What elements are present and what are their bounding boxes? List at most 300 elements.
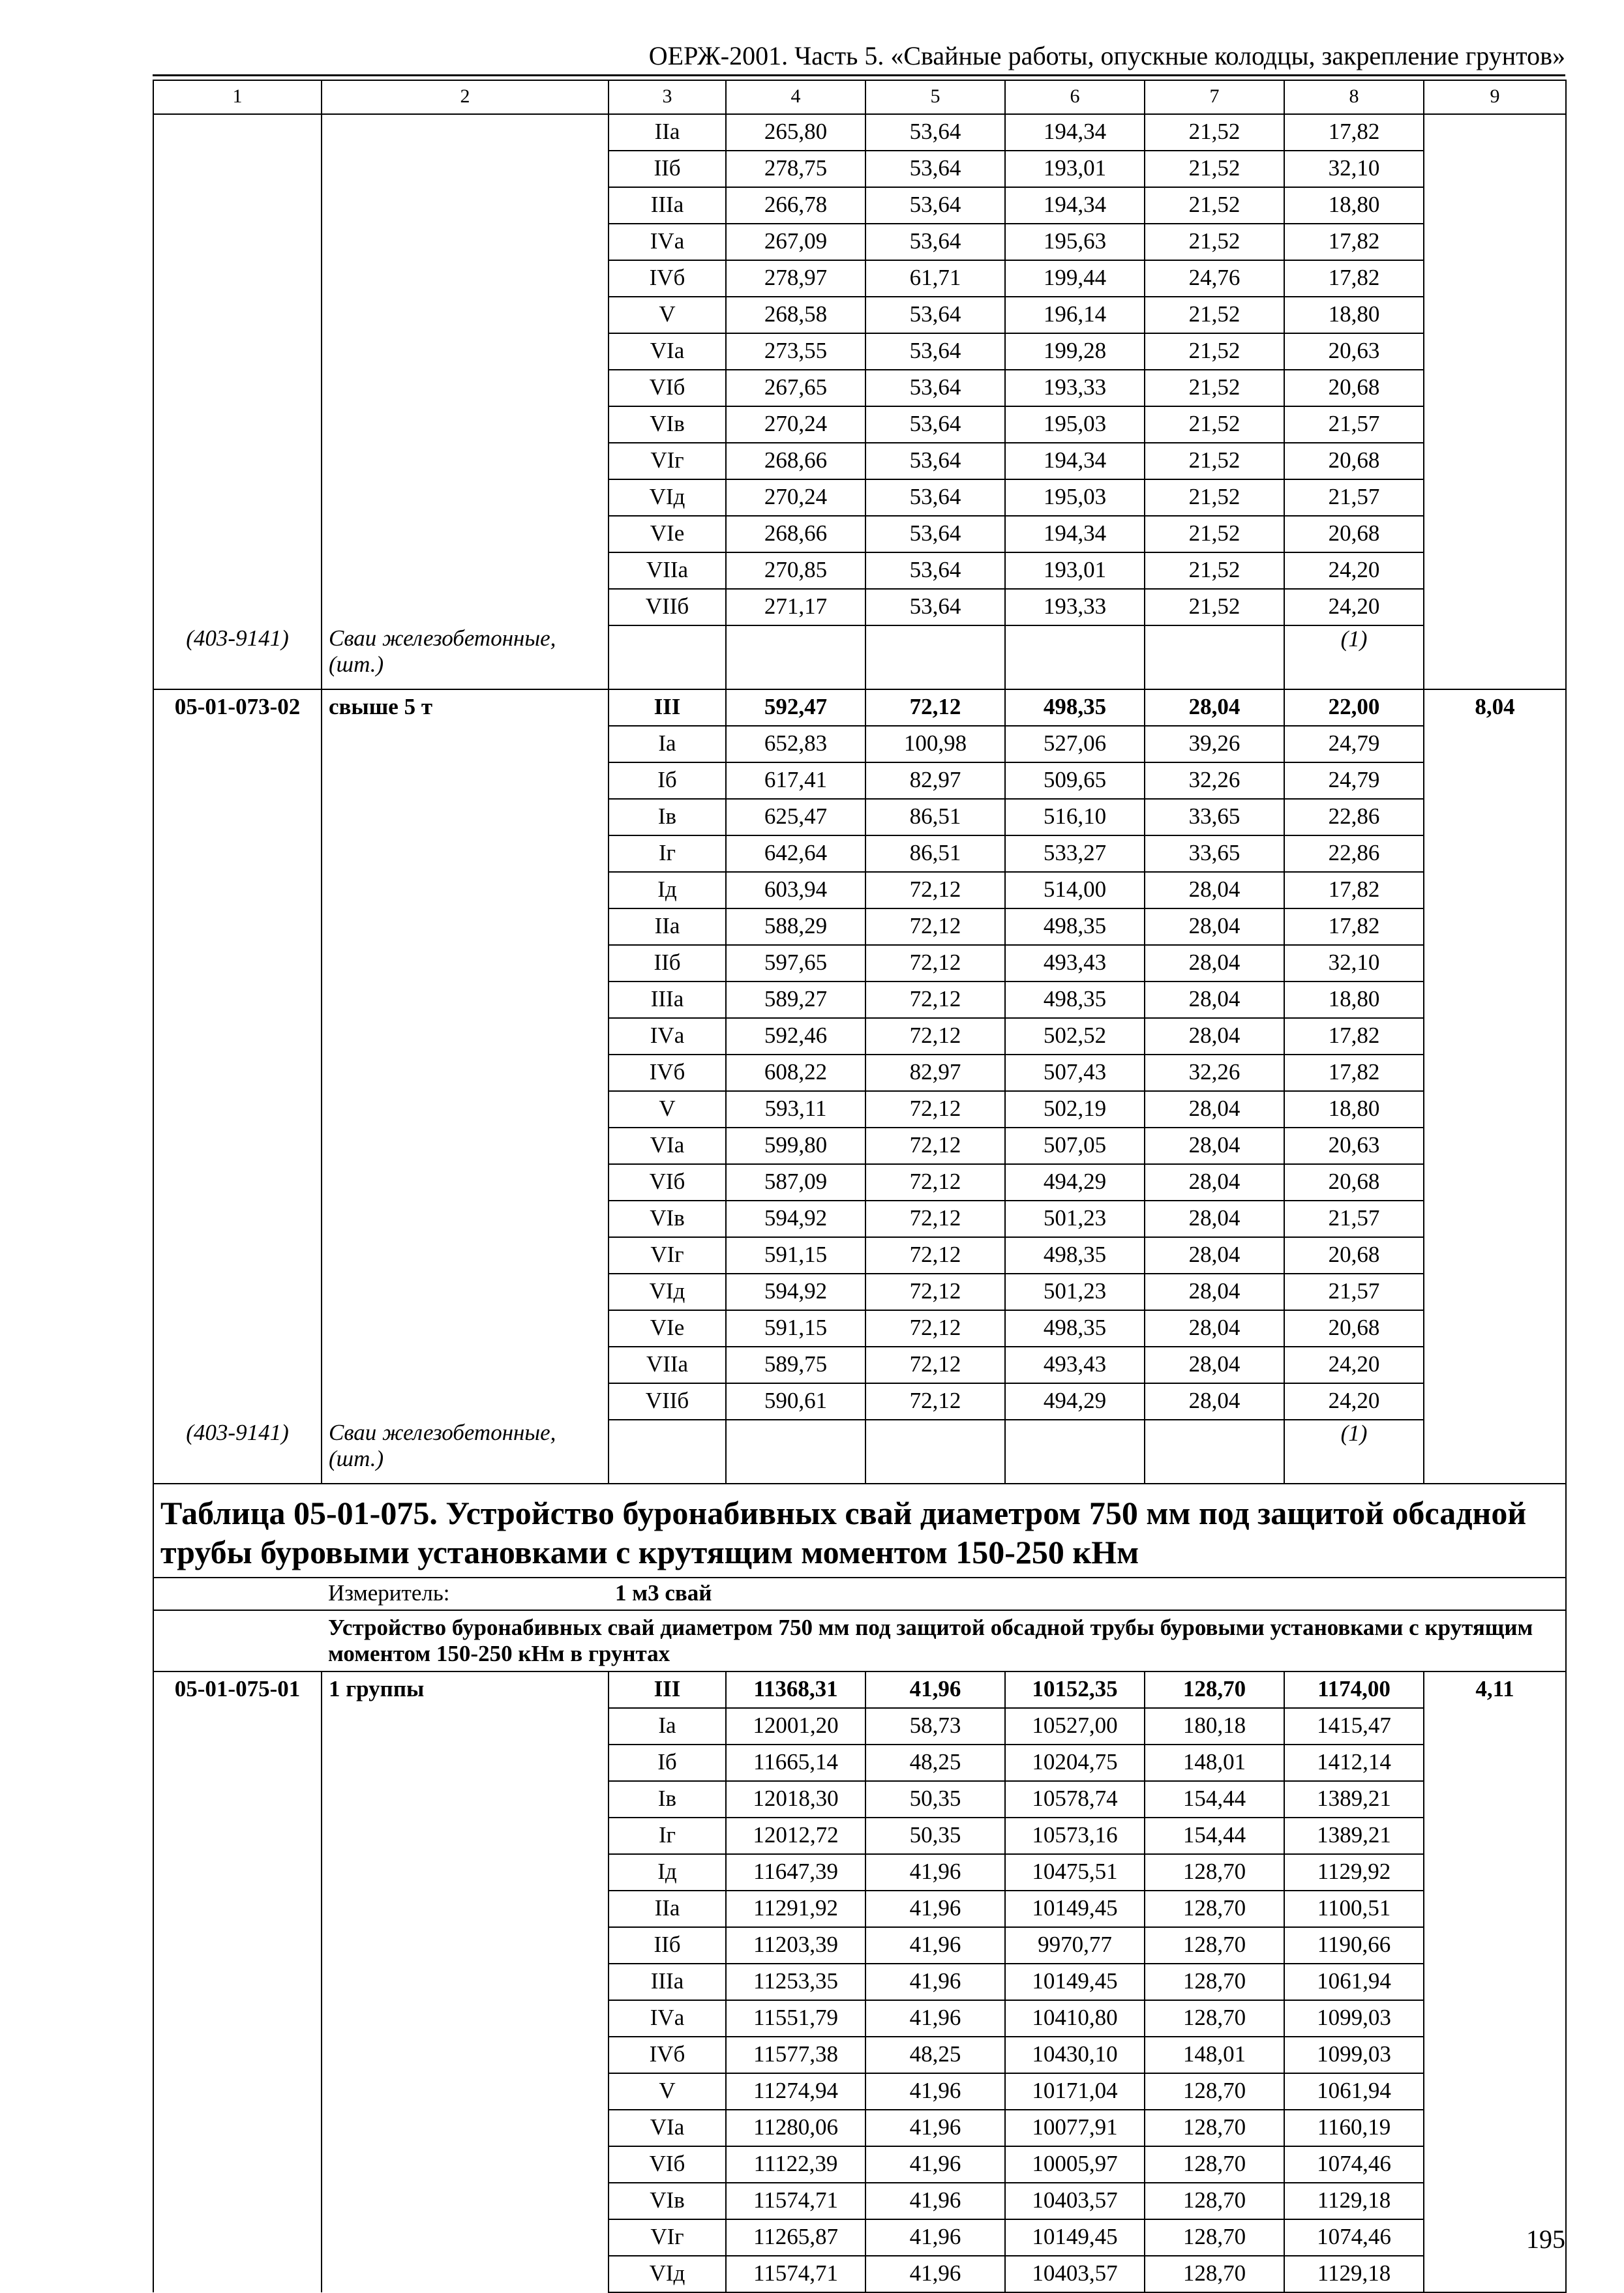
value-cell: 82,97: [865, 762, 1005, 799]
rate-code-cell: [153, 1201, 322, 1237]
value-cell: 128,70: [1145, 1964, 1284, 2000]
rate-code-cell: [153, 1818, 322, 1854]
value-cell: 50,35: [865, 1781, 1005, 1818]
value-cell: 21,52: [1145, 443, 1284, 479]
rate-code-cell: [153, 297, 322, 333]
value-cell: 48,25: [865, 1745, 1005, 1781]
rate-name: 1 группы: [322, 1671, 609, 1708]
region-code: IVа: [609, 224, 726, 260]
region-code: Iг: [609, 1818, 726, 1854]
rate-code: 05-01-075-01: [153, 1671, 322, 1708]
value-cell: 1129,18: [1284, 2256, 1424, 2292]
rate-code-cell: [153, 516, 322, 552]
table-row: [153, 589, 1566, 625]
region-code: V: [609, 1091, 726, 1128]
value-cell: 1415,47: [1284, 1708, 1424, 1745]
value-cell: 10077,91: [1005, 2110, 1145, 2146]
value-cell: 28,04: [1145, 1128, 1284, 1164]
rate-name-cell: [322, 762, 609, 799]
value-cell: 1099,03: [1284, 2037, 1424, 2073]
rate-code-cell: [153, 589, 322, 625]
value-cell: 494,29: [1005, 1164, 1145, 1201]
page-header: [153, 40, 1565, 73]
value-cell: 10005,97: [1005, 2146, 1145, 2183]
value-cell: 12001,20: [726, 1708, 865, 1745]
value-cell: 20,68: [1284, 1237, 1424, 1274]
region-code: IIа: [609, 114, 726, 151]
rate-code-cell: [153, 1274, 322, 1310]
rate-name-cell: [322, 1891, 609, 1927]
table-row: [153, 1310, 1566, 1347]
rate-name: свыше 5 т: [322, 689, 609, 726]
value-cell: 516,10: [1005, 799, 1145, 835]
table-row: [153, 2110, 1566, 2146]
value-cell: 21,57: [1284, 1201, 1424, 1237]
table-row: [153, 1274, 1566, 1310]
empty-cell: [1145, 625, 1284, 689]
value-cell: 642,64: [726, 835, 865, 872]
value-cell: 20,68: [1284, 1164, 1424, 1201]
rate-name-cell: [322, 2110, 609, 2146]
value-cell: 1129,92: [1284, 1854, 1424, 1891]
value-cell: 17,82: [1284, 908, 1424, 945]
region-code: IIIа: [609, 1964, 726, 2000]
empty-cell: [726, 625, 865, 689]
rates-table: [153, 80, 1567, 2293]
table-row: [153, 1818, 1566, 1854]
value-cell: 20,68: [1284, 1310, 1424, 1347]
rate-name-cell: [322, 2256, 609, 2292]
value-cell: 53,64: [865, 406, 1005, 443]
region-code: VIд: [609, 1274, 726, 1310]
rate-name-cell: [322, 297, 609, 333]
table-row: [153, 2000, 1566, 2037]
value-cell: 603,94: [726, 872, 865, 908]
table-row: [153, 835, 1566, 872]
value-cell: 498,35: [1005, 982, 1145, 1018]
value-cell: 53,64: [865, 589, 1005, 625]
value-cell: 21,52: [1145, 114, 1284, 151]
table-row: [153, 1745, 1566, 1781]
value-cell: 28,04: [1145, 689, 1284, 726]
value-cell: 24,79: [1284, 762, 1424, 799]
value-cell: 41,96: [865, 2000, 1005, 2037]
rate-code-cell: [153, 2183, 322, 2219]
value-cell: 1389,21: [1284, 1781, 1424, 1818]
value-cell: 72,12: [865, 1128, 1005, 1164]
table-row: [153, 224, 1566, 260]
value-cell: 21,52: [1145, 589, 1284, 625]
rate-code-cell: [153, 1018, 322, 1055]
rate-code-cell: [153, 260, 322, 297]
table-row: [153, 799, 1566, 835]
measure-value: 1 м3 свай: [609, 1578, 1566, 1610]
value-cell: 41,96: [865, 1891, 1005, 1927]
rate-code-cell: [153, 1383, 322, 1420]
region-code: IIIа: [609, 187, 726, 224]
rate-code-cell: [153, 2000, 322, 2037]
value-cell: 195,63: [1005, 224, 1145, 260]
value-cell: 28,04: [1145, 1201, 1284, 1237]
rate-code-cell: [153, 762, 322, 799]
rate-name-cell: [322, 2219, 609, 2256]
table-row: [153, 443, 1566, 479]
value-cell: 10403,57: [1005, 2183, 1145, 2219]
value-cell: 53,64: [865, 333, 1005, 370]
value-cell: 41,96: [865, 2110, 1005, 2146]
region-code: Iб: [609, 1745, 726, 1781]
empty-cell: [1145, 1420, 1284, 1484]
value-cell: 148,01: [1145, 1745, 1284, 1781]
value-cell: 41,96: [865, 2146, 1005, 2183]
value-cell: 72,12: [865, 1091, 1005, 1128]
table-row: [153, 370, 1566, 406]
value-cell: 100,98: [865, 726, 1005, 762]
table-row: [153, 872, 1566, 908]
table-row: [153, 1854, 1566, 1891]
rate-code-cell: [153, 370, 322, 406]
value-cell: 592,47: [726, 689, 865, 726]
value-cell: 270,24: [726, 479, 865, 516]
value-cell: 502,52: [1005, 1018, 1145, 1055]
empty-cell: [1005, 625, 1145, 689]
rate-code-cell: [153, 114, 322, 151]
value-cell: 21,57: [1284, 406, 1424, 443]
table-row: [153, 1018, 1566, 1055]
measure-row: [153, 1578, 1566, 1610]
table-row: [153, 2073, 1566, 2110]
region-code: Iа: [609, 726, 726, 762]
value-cell: 21,52: [1145, 406, 1284, 443]
value-cell: 21,52: [1145, 333, 1284, 370]
region-code: Iв: [609, 799, 726, 835]
region-code: Iа: [609, 1708, 726, 1745]
value-cell: 28,04: [1145, 1018, 1284, 1055]
rate-code-cell: [153, 908, 322, 945]
table-row: [153, 516, 1566, 552]
value-cell: 17,82: [1284, 872, 1424, 908]
region-code: IVа: [609, 1018, 726, 1055]
column-number: 1: [153, 80, 322, 114]
value-cell: 21,52: [1145, 479, 1284, 516]
value-cell: 18,80: [1284, 187, 1424, 224]
header-rule: [153, 74, 1565, 76]
value-cell: 1061,94: [1284, 1964, 1424, 2000]
value-cell: 32,26: [1145, 762, 1284, 799]
value-cell: 494,29: [1005, 1383, 1145, 1420]
value-cell: 194,34: [1005, 516, 1145, 552]
value-cell: 11291,92: [726, 1891, 865, 1927]
rate-code-cell: [153, 2146, 322, 2183]
rate-code-cell: [153, 151, 322, 187]
region-code: VIIб: [609, 1383, 726, 1420]
value-cell: 10204,75: [1005, 1745, 1145, 1781]
value-cell: 10527,00: [1005, 1708, 1145, 1745]
value-cell: 1061,94: [1284, 2073, 1424, 2110]
value-cell: 18,80: [1284, 982, 1424, 1018]
value-cell: 24,76: [1145, 260, 1284, 297]
column-number: 7: [1145, 80, 1284, 114]
empty-cell: [865, 1420, 1005, 1484]
rate-code-cell: [153, 835, 322, 872]
value-cell: 10430,10: [1005, 2037, 1145, 2073]
value-cell: 597,65: [726, 945, 865, 982]
subheading-spacer: [153, 1610, 322, 1671]
region-code: VIв: [609, 2183, 726, 2219]
value-cell: 21,57: [1284, 1274, 1424, 1310]
rate-code-cell: [153, 1128, 322, 1164]
value-cell: 41,96: [865, 1927, 1005, 1964]
resource-row: [153, 1420, 1566, 1484]
table-row: [153, 1964, 1566, 2000]
value-cell: 53,64: [865, 151, 1005, 187]
value-cell: 1412,14: [1284, 1745, 1424, 1781]
rate-code: 05-01-073-02: [153, 689, 322, 726]
rate-name-cell: [322, 1708, 609, 1745]
value-cell: 1074,46: [1284, 2219, 1424, 2256]
value-cell: 28,04: [1145, 982, 1284, 1018]
region-code: IVб: [609, 1055, 726, 1091]
value-cell: 21,52: [1145, 516, 1284, 552]
table-row: [153, 406, 1566, 443]
value-cell: 11274,94: [726, 2073, 865, 2110]
value-cell: 265,80: [726, 114, 865, 151]
value-cell: 11253,35: [726, 1964, 865, 2000]
table-row: [153, 726, 1566, 762]
rate-code-cell: [153, 799, 322, 835]
table-row: [153, 1383, 1566, 1420]
value-cell: 53,64: [865, 479, 1005, 516]
value-cell: 514,00: [1005, 872, 1145, 908]
value-cell: 193,33: [1005, 589, 1145, 625]
table-row: [153, 479, 1566, 516]
table-row: [153, 1055, 1566, 1091]
table-row: [153, 2256, 1566, 2292]
rate-name-cell: [322, 1201, 609, 1237]
value-cell: 53,64: [865, 516, 1005, 552]
rate-code-cell: [153, 945, 322, 982]
rate-name-cell: [322, 872, 609, 908]
value-cell: 72,12: [865, 1237, 1005, 1274]
value-cell: 28,04: [1145, 1347, 1284, 1383]
value-cell: 21,52: [1145, 552, 1284, 589]
value-cell: 591,15: [726, 1237, 865, 1274]
region-code: VIв: [609, 1201, 726, 1237]
value-cell: 268,58: [726, 297, 865, 333]
region-code: VIг: [609, 1237, 726, 1274]
empty-cell: [726, 1420, 865, 1484]
region-code: IVа: [609, 2000, 726, 2037]
region-code: III: [609, 689, 726, 726]
rate-name-cell: [322, 1018, 609, 1055]
value-cell: 509,65: [1005, 762, 1145, 799]
value-cell: 10578,74: [1005, 1781, 1145, 1818]
value-cell: 11574,71: [726, 2256, 865, 2292]
value-cell: 50,35: [865, 1818, 1005, 1854]
value-cell: 28,04: [1145, 945, 1284, 982]
value-cell: 72,12: [865, 1310, 1005, 1347]
value-cell: 193,01: [1005, 151, 1145, 187]
table-row: [153, 187, 1566, 224]
value-cell: 41,96: [865, 2073, 1005, 2110]
value-cell: 20,63: [1284, 333, 1424, 370]
rate-name-cell: [322, 1310, 609, 1347]
value-cell: 194,34: [1005, 114, 1145, 151]
value-cell: 1099,03: [1284, 2000, 1424, 2037]
value-cell: 11551,79: [726, 2000, 865, 2037]
rate-name-cell: [322, 2073, 609, 2110]
value-cell: 128,70: [1145, 2146, 1284, 2183]
value-cell: 195,03: [1005, 479, 1145, 516]
rate-extra-value: 8,04: [1424, 689, 1566, 1484]
rate-name-cell: [322, 2146, 609, 2183]
rate-name-cell: [322, 260, 609, 297]
region-code: IIб: [609, 1927, 726, 1964]
empty-cell: [1005, 1420, 1145, 1484]
value-cell: 61,71: [865, 260, 1005, 297]
column-number: 8: [1284, 80, 1424, 114]
value-cell: 28,04: [1145, 1091, 1284, 1128]
rate-name-cell: [322, 552, 609, 589]
value-cell: 128,70: [1145, 2256, 1284, 2292]
value-cell: 193,01: [1005, 552, 1145, 589]
value-cell: 20,68: [1284, 370, 1424, 406]
value-cell: 587,09: [726, 1164, 865, 1201]
measure-label: Измеритель:: [322, 1578, 609, 1610]
region-code: Iд: [609, 872, 726, 908]
rate-code-cell: [153, 1055, 322, 1091]
region-code: VIIа: [609, 1347, 726, 1383]
table-row: [153, 151, 1566, 187]
value-cell: 72,12: [865, 1383, 1005, 1420]
value-cell: 72,12: [865, 1347, 1005, 1383]
rate-name-cell: [322, 1164, 609, 1201]
value-cell: 588,29: [726, 908, 865, 945]
value-cell: 72,12: [865, 1164, 1005, 1201]
rate-name-cell: [322, 835, 609, 872]
region-code: IIIа: [609, 982, 726, 1018]
value-cell: 194,34: [1005, 187, 1145, 224]
region-code: VIе: [609, 1310, 726, 1347]
value-cell: 493,43: [1005, 945, 1145, 982]
region-code: IVб: [609, 2037, 726, 2073]
resource-value: (1): [1284, 625, 1424, 689]
value-cell: 589,75: [726, 1347, 865, 1383]
rate-code-cell: [153, 726, 322, 762]
value-cell: 86,51: [865, 799, 1005, 835]
rate-name-cell: [322, 726, 609, 762]
value-cell: 594,92: [726, 1274, 865, 1310]
rate-name-cell: [322, 589, 609, 625]
resource-name: Сваи железобетонные, (шт.): [322, 625, 609, 689]
value-cell: 193,33: [1005, 370, 1145, 406]
value-cell: 24,20: [1284, 552, 1424, 589]
value-cell: 599,80: [726, 1128, 865, 1164]
rate-code-cell: [153, 1164, 322, 1201]
value-cell: 41,96: [865, 2256, 1005, 2292]
resource-name: Сваи железобетонные, (шт.): [322, 1420, 609, 1484]
value-cell: 18,80: [1284, 1091, 1424, 1128]
region-code: IIа: [609, 908, 726, 945]
value-cell: 199,28: [1005, 333, 1145, 370]
value-cell: 21,52: [1145, 224, 1284, 260]
region-code: VIг: [609, 2219, 726, 2256]
value-cell: 41,96: [865, 1964, 1005, 2000]
table-row: [153, 1781, 1566, 1818]
value-cell: 10573,16: [1005, 1818, 1145, 1854]
value-cell: 498,35: [1005, 1237, 1145, 1274]
rate-code-cell: [153, 333, 322, 370]
table-row: [153, 114, 1566, 151]
value-cell: 128,70: [1145, 1891, 1284, 1927]
region-code: VIа: [609, 1128, 726, 1164]
region-code: VIд: [609, 2256, 726, 2292]
rate-code-cell: [153, 1927, 322, 1964]
value-cell: 28,04: [1145, 908, 1284, 945]
rate-code-cell: [153, 1708, 322, 1745]
value-cell: 53,64: [865, 370, 1005, 406]
rate-code-cell: [153, 872, 322, 908]
value-cell: 196,14: [1005, 297, 1145, 333]
value-cell: 24,79: [1284, 726, 1424, 762]
value-cell: 72,12: [865, 689, 1005, 726]
value-cell: 128,70: [1145, 2219, 1284, 2256]
value-cell: 273,55: [726, 333, 865, 370]
region-code: III: [609, 1671, 726, 1708]
value-cell: 10171,04: [1005, 2073, 1145, 2110]
region-code: Iд: [609, 1854, 726, 1891]
value-cell: 21,52: [1145, 151, 1284, 187]
value-cell: 270,24: [726, 406, 865, 443]
region-code: VIд: [609, 479, 726, 516]
rate-code-cell: [153, 1347, 322, 1383]
value-cell: 11122,39: [726, 2146, 865, 2183]
value-cell: 28,04: [1145, 1164, 1284, 1201]
table-title-row: [153, 1484, 1566, 1578]
column-number: 4: [726, 80, 865, 114]
value-cell: 527,06: [1005, 726, 1145, 762]
value-cell: 32,26: [1145, 1055, 1284, 1091]
value-cell: 28,04: [1145, 1237, 1284, 1274]
rate-code-cell: [153, 1891, 322, 1927]
value-cell: 9970,77: [1005, 1927, 1145, 1964]
rate-code-cell: [153, 2037, 322, 2073]
value-cell: 21,52: [1145, 187, 1284, 224]
rate-code-cell: [153, 2110, 322, 2146]
table-row: [153, 1237, 1566, 1274]
value-cell: 22,86: [1284, 799, 1424, 835]
rate-name-cell: [322, 2183, 609, 2219]
value-cell: 24,20: [1284, 1347, 1424, 1383]
header-title: ОЕРЖ-2001. Часть 5. «Свайные работы, опускные колодцы, закрепление грунтов»: [648, 41, 1565, 70]
rate-main-row: [153, 1671, 1566, 1708]
table-row: [153, 908, 1566, 945]
value-cell: 10403,57: [1005, 2256, 1145, 2292]
rate-name-cell: [322, 187, 609, 224]
region-code: IIа: [609, 1891, 726, 1927]
rate-name-cell: [322, 2037, 609, 2073]
value-cell: 1074,46: [1284, 2146, 1424, 2183]
value-cell: 72,12: [865, 1201, 1005, 1237]
value-cell: 39,26: [1145, 726, 1284, 762]
empty-cell: [865, 625, 1005, 689]
table-row: [153, 1708, 1566, 1745]
region-code: VIIб: [609, 589, 726, 625]
region-code: IIб: [609, 945, 726, 982]
value-cell: 21,52: [1145, 297, 1284, 333]
value-cell: 1174,00: [1284, 1671, 1424, 1708]
value-cell: 11368,31: [726, 1671, 865, 1708]
